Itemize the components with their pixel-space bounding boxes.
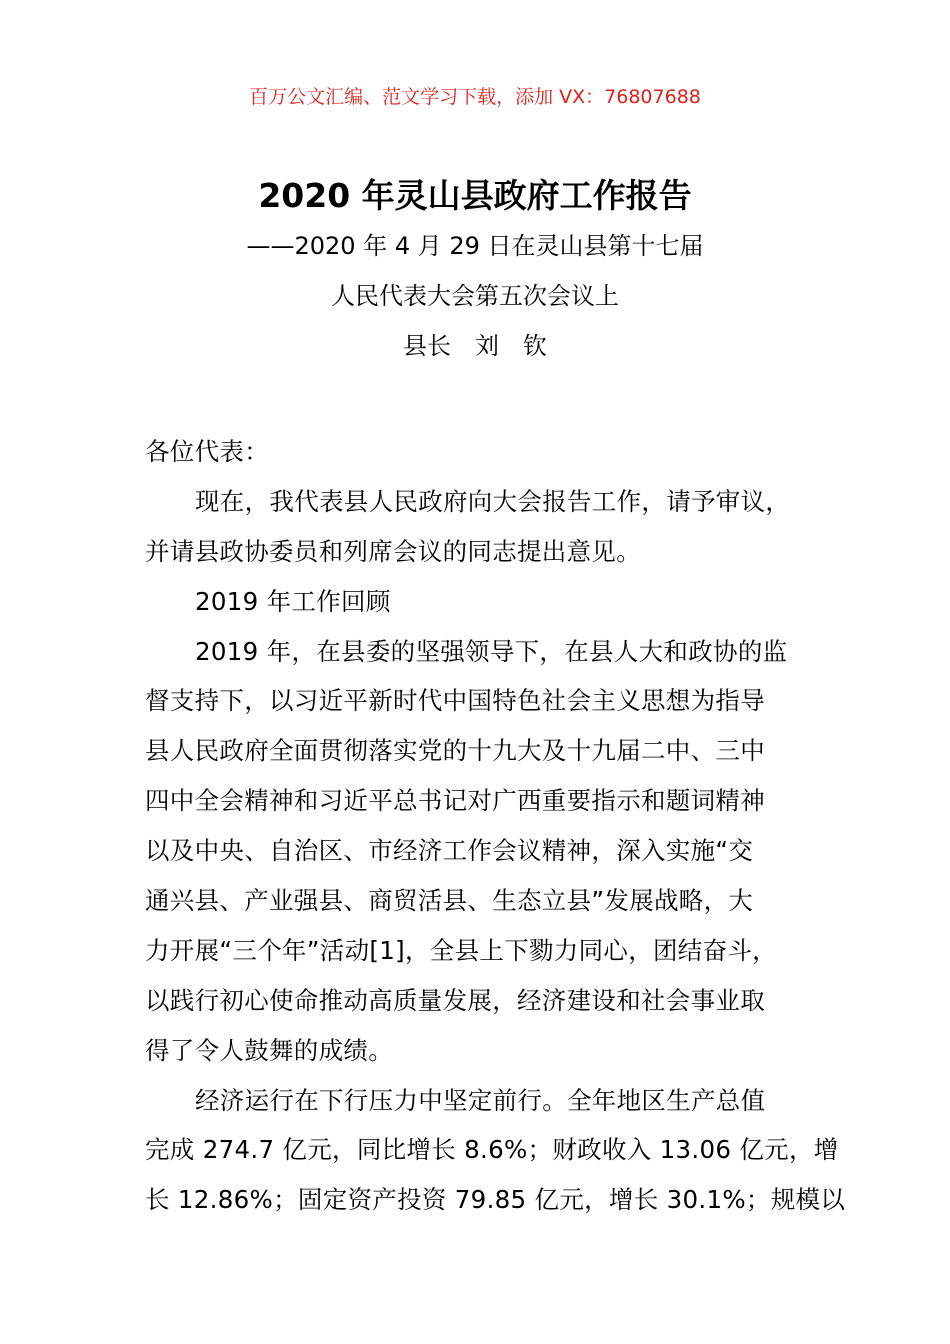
body-line: 县人民政府全面贯彻落实党的十九大及十九届二中、三中 [145,736,765,766]
author-line: 县长 刘 钦 [403,332,547,360]
body-line: 并请县政协委员和列席会议的同志提出意见。 [145,536,641,566]
document-title: 2020 年灵山县政府工作报告 [258,176,692,215]
subtitle-line: 人民代表大会第五次会议上 [331,282,619,310]
body-line: 得了令人鼓舞的成绩。 [145,1035,393,1065]
body-line: 以及中央、自治区、市经济工作会议精神，深入实施“交 [145,836,754,866]
body-line: 长 12.86%；固定资产投资 79.85 亿元，增长 30.1%；规模以 [145,1185,846,1215]
body-line: 经济运行在下行压力中坚定前行。全年地区生产总值 [195,1085,766,1115]
body-line: 通兴县、产业强县、商贸活县、生态立县”发展战略，大 [145,886,754,916]
body-line: 现在，我代表县人民政府向大会报告工作，请予审议， [195,486,791,516]
document-body [145,427,846,1225]
subtitle-line: ——2020 年 4 月 29 日在灵山县第十七届 [246,232,704,260]
body-line: 四中全会精神和习近平总书记对广西重要指示和题词精神 [145,786,765,816]
body-line: 各位代表： [145,437,269,466]
body-line: 力开展“三个年”活动[1]，全县上下勠力同心，团结奋斗， [145,935,777,965]
watermark-note: 百万公文汇编、范文学习下载，添加 VX：76807688 [249,86,701,108]
body-line: 2019 年，在县委的坚强领导下，在县人大和政协的监 [195,636,788,666]
body-line: 完成 274.7 亿元，同比增长 8.6%；财政收入 13.06 亿元，增 [145,1135,839,1165]
body-line: 以践行初心使命推动高质量发展，经济建设和社会事业取 [145,985,765,1015]
body-line: 督支持下，以习近平新时代中国特色社会主义思想为指导 [145,686,765,716]
body-line: 2019 年工作回顾 [195,586,391,616]
